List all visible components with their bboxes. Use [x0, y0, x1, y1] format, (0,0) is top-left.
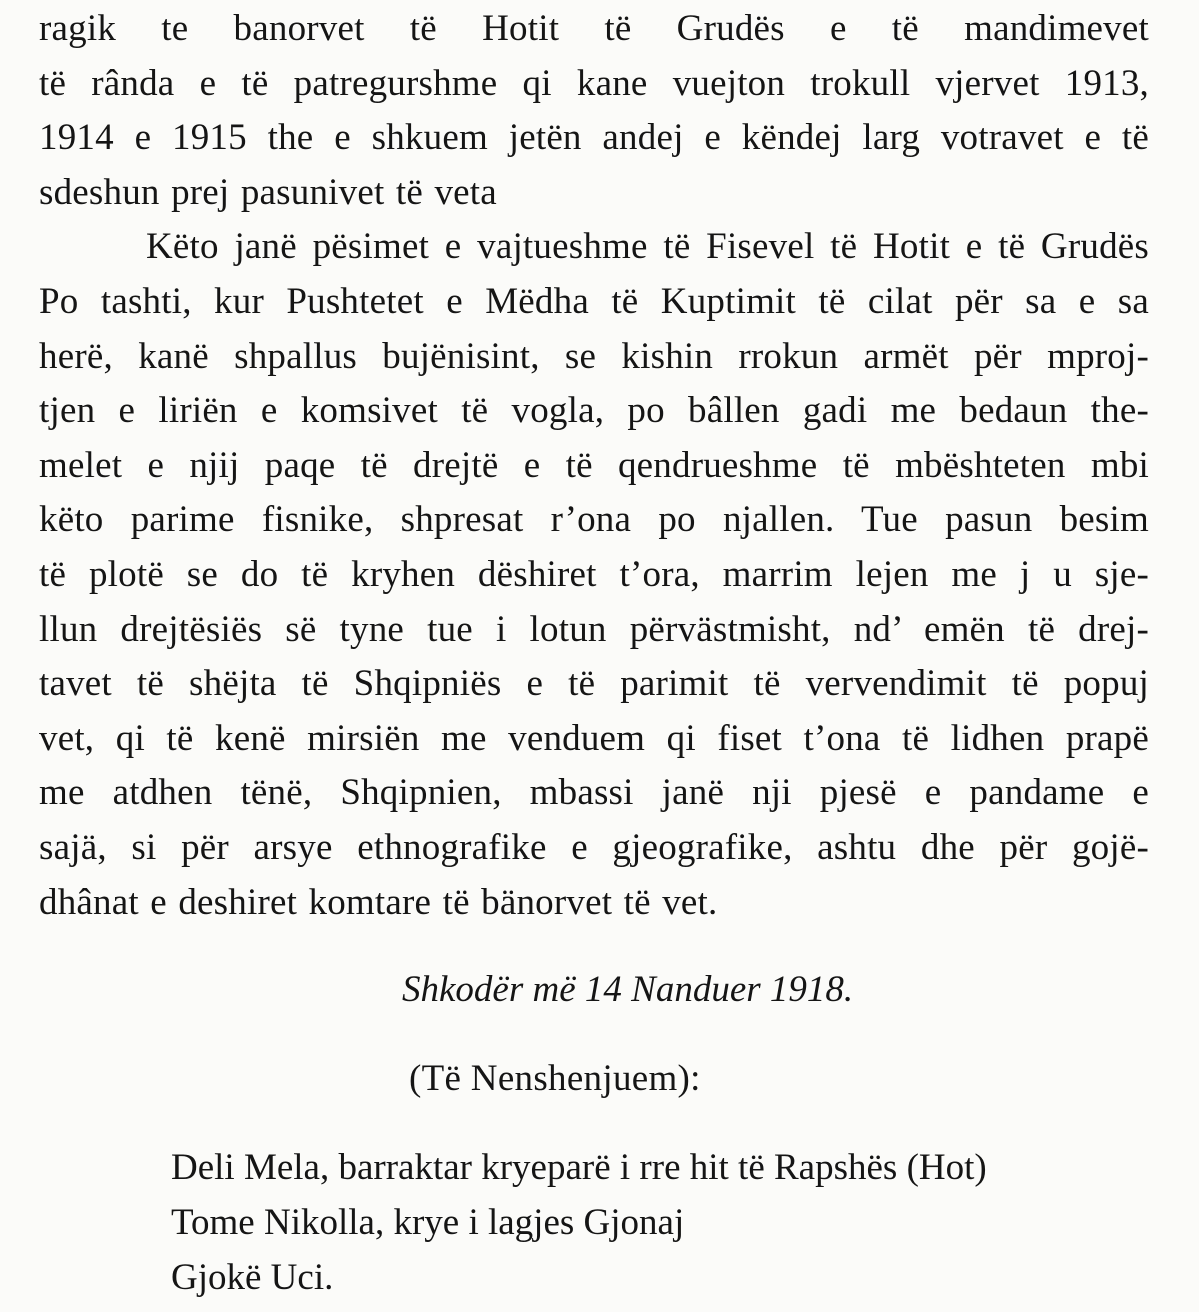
text-line: të rânda e të patregurshme qi kane vuejton trokull vjervet 1913,: [39, 62, 1149, 104]
signatories-list: [171, 1140, 987, 1305]
signatory-name: Deli Mela, barraktar kryeparë i rre hit të Rapshës (Hot): [171, 1147, 987, 1188]
signatory-name: Tome Nikolla, krye i lagjes Gjonaj: [171, 1202, 685, 1243]
text-line: me atdhen tënë, Shqipnien, mbassi janë nji pjesë e pandame e: [39, 772, 1149, 814]
text-line: llun drejtësiës së tyne tue i lotun përvästmisht, nd’ emën të drej-: [39, 608, 1149, 650]
text-line: Këto janë pësimet e vajtueshme të Fisevel të Hotit e të Grudës: [146, 226, 1149, 268]
place-and-date: Shkodër më 14 Nanduer 1918.: [402, 969, 854, 1010]
signatory-name: Gjokë Uci.: [171, 1257, 334, 1298]
text-line: Po tashti, kur Pushtetet e Mëdha të Kuptimit të cilat për sa e sa: [39, 280, 1149, 322]
text-line: tavet të shëjta të Shqipniës e të parimit të vervendimit të popuj: [39, 663, 1149, 705]
text-line: 1914 e 1915 the e shkuem jetën andej e këndej larg votravet e të: [39, 117, 1149, 159]
paragraph-2: [39, 220, 1149, 930]
text-line: herë, kanë shpallus bujënisint, se kishin rrokun armët për mproj-: [39, 335, 1149, 377]
text-line: këto parime fisnike, shpresat r’ona po njallen. Tue pasun besim: [39, 499, 1149, 541]
text-line: sajä, si për arsye ethnografike e gjeografike, ashtu dhe për gojë-: [39, 826, 1149, 868]
text-line: tjen e liriën e komsivet të vogla, po bâllen gadi me bedaun the-: [39, 390, 1149, 432]
text-line: vet, qi të kenë mirsiën me venduem qi fiset t’ona të lidhen prapë: [39, 717, 1149, 759]
signed-label: (Të Nenshenjuem):: [409, 1058, 701, 1099]
text-line: melet e njij paqe të drejtë e të qendrueshme të mbështeten mbi: [39, 444, 1149, 486]
text-line: ragik te banorvet të Hotit të Grudës e të mandimevet: [39, 8, 1149, 49]
text-line: sdeshun prej pasunivet të veta: [39, 171, 497, 213]
paragraph-1: [39, 2, 1149, 220]
text-line: dhânat e deshiret komtare të bänorvet të vet.: [39, 881, 718, 923]
text-line: të plotë se do të kryhen dëshiret t’ora, marrim lejen me j u sje-: [39, 553, 1149, 595]
